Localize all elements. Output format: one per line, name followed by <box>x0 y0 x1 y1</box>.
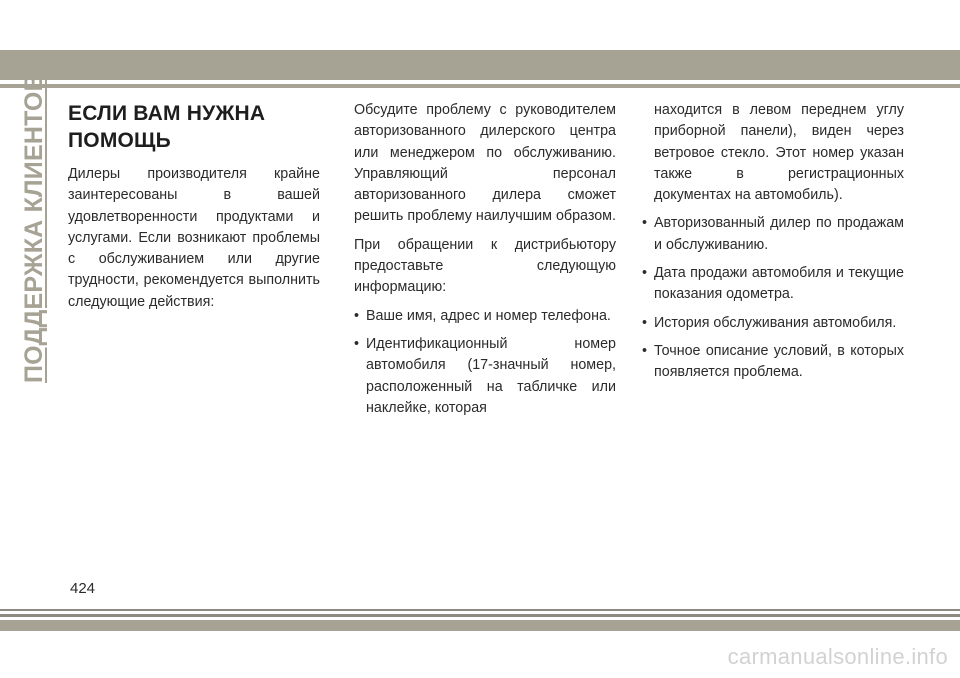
title-line-1: ЕСЛИ ВАМ НУЖНА <box>68 102 266 125</box>
list-item: • Авторизованный дилер по продажам и обслуживанию. <box>642 213 904 256</box>
title-line-2: ПОМОЩЬ <box>68 129 171 152</box>
section-label: ПОДДЕРЖКА КЛИЕНТОВ <box>20 73 48 383</box>
column-2 <box>354 100 616 426</box>
watermark: carmanualsonline.info <box>727 644 948 669</box>
header-band <box>0 50 960 80</box>
list-item-continuation <box>642 100 904 206</box>
list-item: • Идентификационный номер автомобиля (17-значный номер, расположенный на табличке или наклейке, которая <box>354 334 616 419</box>
continuation-text: находится в левом переднем углу приборной панели), виден через ветровое стекло. Этот номер указан также в регистрационных документах на автомобиль). <box>654 102 904 204</box>
list-item: • Ваше имя, адрес и номер телефона. <box>354 306 616 327</box>
contact-paragraph: При обращении к дистрибьютору предоставьте следующую информацию: <box>354 236 616 296</box>
intro-paragraph: Дилеры производителя крайне заинтересованы в вашей удовлетворенности продуктами и услугами. Если возникают проблемы с обслуживанием или другие трудности, рекомендуется выполнить следующие действия: <box>68 166 320 310</box>
header-rule <box>0 84 960 88</box>
page-title <box>68 100 320 154</box>
column-3 <box>642 100 904 391</box>
info-list <box>354 306 616 419</box>
info-list-continued <box>642 100 904 384</box>
list-item: • Дата продажи автомобиля и текущие показания одометра. <box>642 263 904 306</box>
list-item: • Точное описание условий, в которых появляется проблема. <box>642 341 904 384</box>
discuss-paragraph: Обсудите проблему с руководителем авторизованного дилерского центра или менеджером по обслуживанию. Управляющий персонал авторизованного дилера сможет решить проблему наилучшим образом. <box>354 102 616 225</box>
footer-rule-1 <box>0 609 960 611</box>
list-item: • История обслуживания автомобиля. <box>642 313 904 334</box>
footer-band <box>0 620 960 631</box>
footer-rule-2 <box>0 614 960 617</box>
column-1 <box>68 100 320 320</box>
page-number: 424 <box>70 580 96 597</box>
